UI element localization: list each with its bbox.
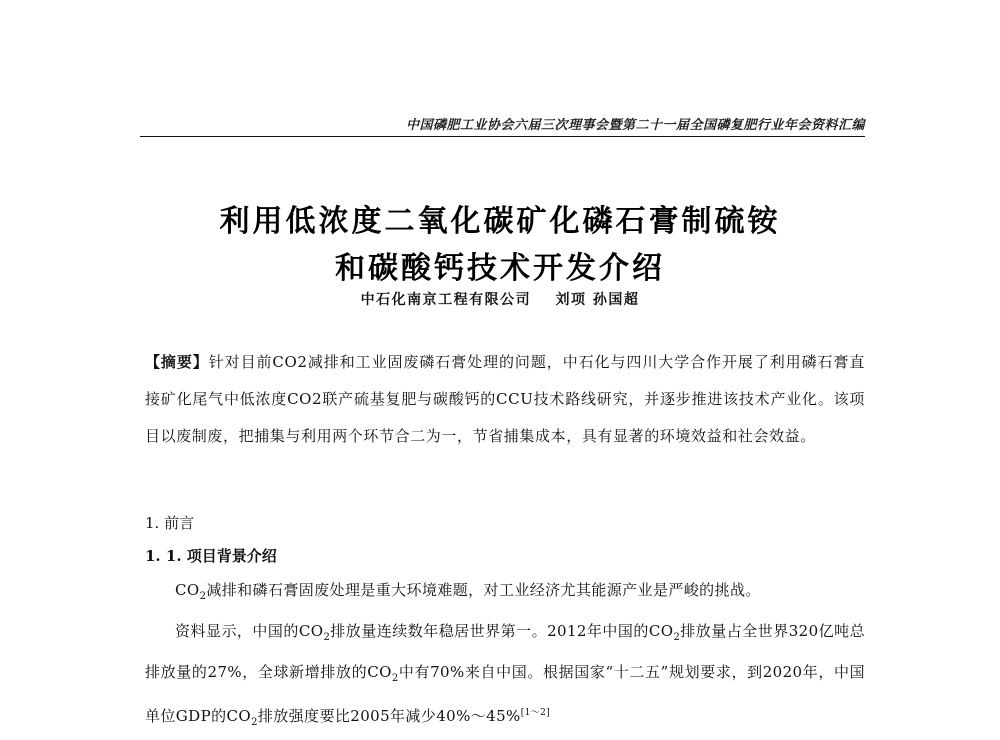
subscript: 2: [199, 591, 207, 602]
paragraph: [145, 614, 865, 740]
abstract-label: 【摘要】: [145, 353, 209, 371]
paragraph: [145, 573, 865, 614]
subsection-heading: 1. 1. 项目背景介绍: [145, 547, 277, 565]
header-rule: [140, 136, 865, 137]
title-line-1: 利用低浓度二氧化碳矿化磷石膏制硫铵: [219, 204, 781, 239]
subscript: 2: [323, 632, 331, 643]
subscript: 2: [251, 717, 258, 728]
text-run: 排放量占全世界320亿吨总排放量的27%，全球新增排放的CO: [145, 622, 865, 681]
section-heading: 1. 前言: [145, 514, 195, 532]
author-line: [100, 289, 900, 309]
subscript: 2: [391, 673, 399, 684]
subscript: 2: [673, 632, 681, 643]
title-line-2: 和碳酸钙技术开发介绍: [335, 251, 665, 286]
text-run: 资料显示，中国的CO: [175, 622, 324, 640]
running-head: 中国磷肥工业协会六届三次理事会暨第二十一届全国磷复肥行业年会资料汇编: [405, 118, 865, 133]
abstract-text: 针对目前CO2减排和工业固废磷石膏处理的问题，中石化与四川大学合作开展了利用磷石膏直接矿化尾气中低浓度CO2联产硫基复肥与碳酸钙的CCU技术路线研究，并逐步推进该技术产业化。该项目以废制废，把捕集与利用两个环节合二为一，节省捕集成本，具有显著的环境效益和社会效益。: [145, 353, 865, 445]
affiliation: 中石化南京工程有限公司: [360, 292, 532, 308]
abstract: [145, 344, 865, 455]
citation-ref: [1～2]: [520, 708, 551, 718]
text-run: 排放量连续数年稳居世界第一。2012年中国的CO: [330, 622, 674, 640]
authors: 刘项 孙国超: [555, 292, 640, 308]
text-run: 减排和磷石膏固废处理是重大环境难题，对工业经济尤其能源产业是严峻的挑战。: [206, 581, 761, 599]
body-text: [145, 573, 865, 740]
text-run: 排放强度要比2005年减少40%～45%: [257, 707, 521, 725]
text-run: CO: [175, 581, 200, 599]
text-run: 中有70%来自中国。根据国家“十二五”规划要求，到2020年，中国单位GDP的CO: [145, 663, 865, 725]
